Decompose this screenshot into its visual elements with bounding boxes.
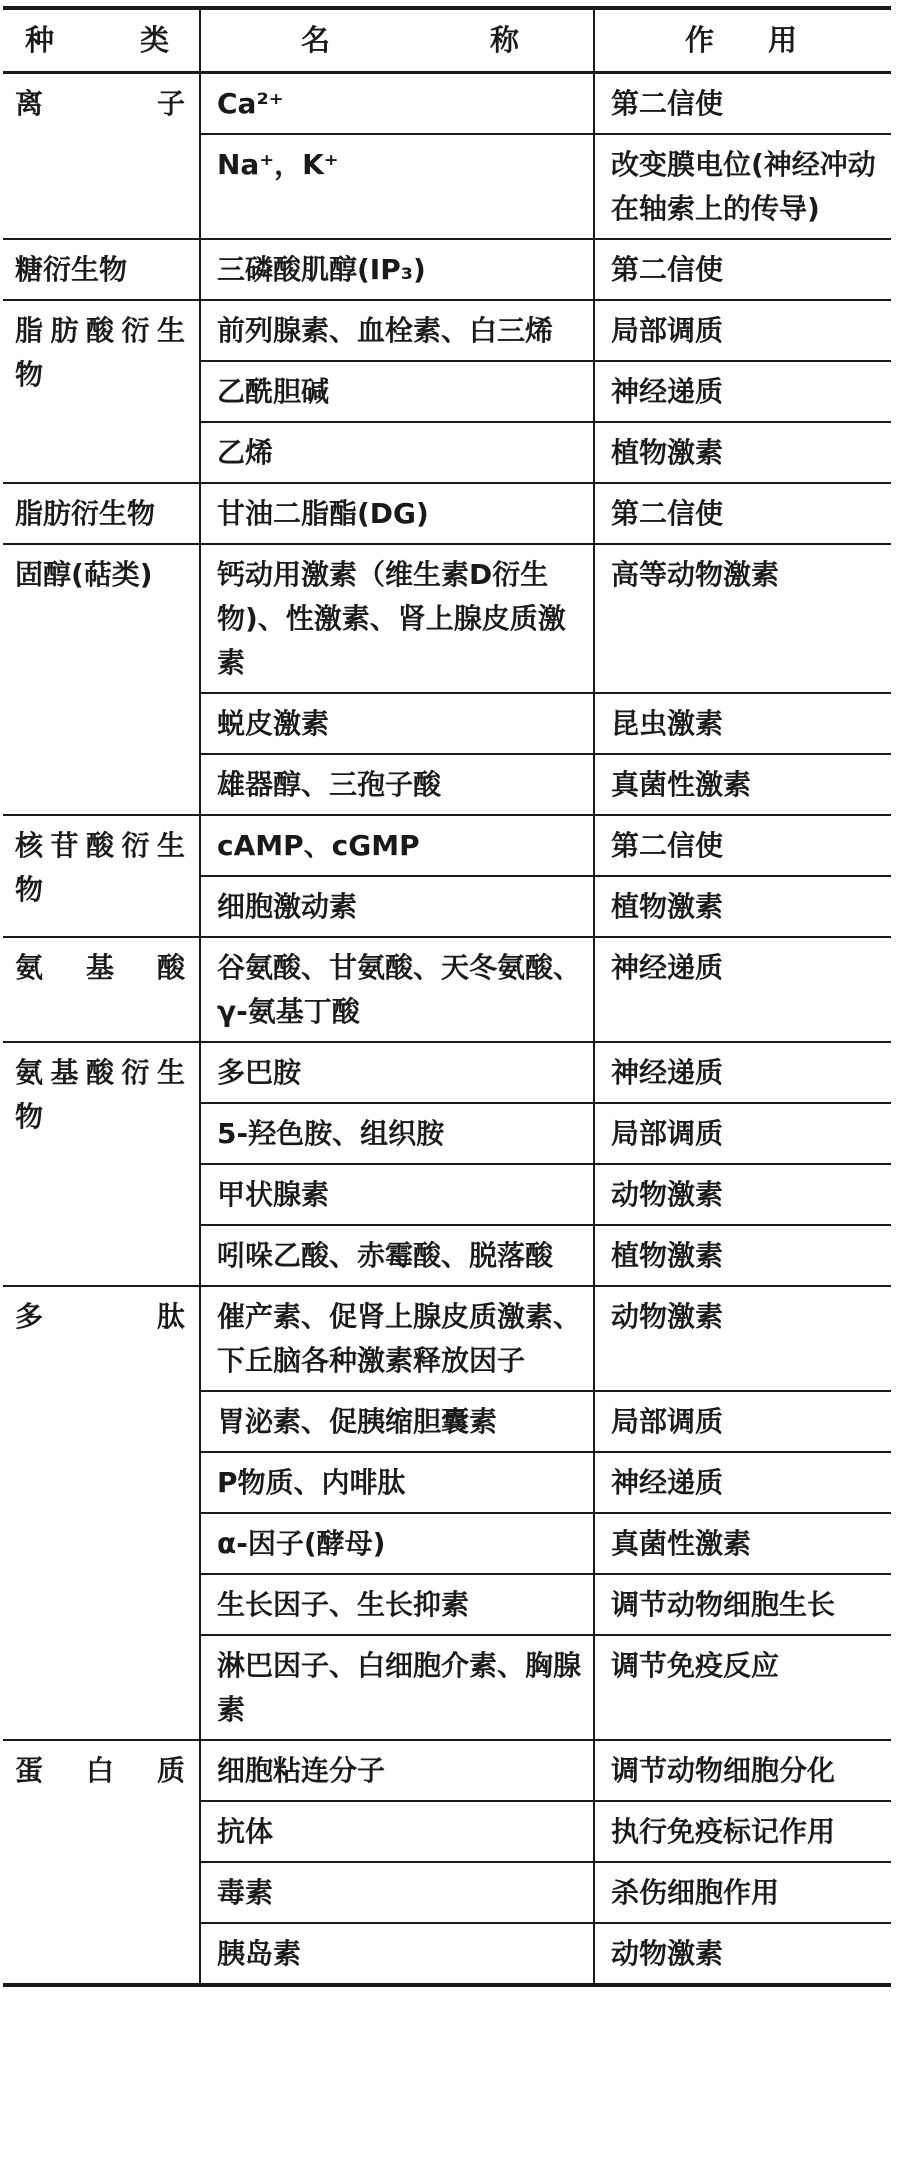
name-cell: 胰岛素: [200, 1923, 594, 1985]
role-cell: 局部调质: [594, 1103, 891, 1164]
role-cell: 第二信使: [594, 72, 891, 134]
role-cell: 植物激素: [594, 422, 891, 483]
role-cell: 神经递质: [594, 1452, 891, 1513]
table-row: [3, 544, 891, 693]
category-cell: 蛋 白 质: [3, 1740, 200, 1985]
role-cell: 动物激素: [594, 1164, 891, 1225]
role-cell: 神经递质: [594, 1042, 891, 1103]
name-cell: 谷氨酸、甘氨酸、天冬氨酸、γ-氨基丁酸: [200, 937, 594, 1042]
name-cell: P物质、内啡肽: [200, 1452, 594, 1513]
category-cell: 氨 基 酸: [3, 937, 200, 1042]
role-cell: 第二信使: [594, 815, 891, 876]
name-cell: cAMP、cGMP: [200, 815, 594, 876]
name-cell: 胃泌素、促胰缩胆囊素: [200, 1391, 594, 1452]
name-cell: 蜕皮激素: [200, 693, 594, 754]
signal-molecule-table: [3, 6, 891, 1987]
name-cell: 淋巴因子、白细胞介素、胸腺素: [200, 1635, 594, 1740]
role-cell: 动物激素: [594, 1923, 891, 1985]
header-row: [3, 8, 891, 72]
name-cell: α-因子(酵母): [200, 1513, 594, 1574]
table-row: [3, 937, 891, 1042]
role-cell: 高等动物激素: [594, 544, 891, 693]
category-cell: 氨基酸衍生 物: [3, 1042, 200, 1286]
table-row: [3, 239, 891, 300]
name-cell: 生长因子、生长抑素: [200, 1574, 594, 1635]
header-role-char-1: 作: [685, 23, 715, 58]
category-cell: 固醇(萜类): [3, 544, 200, 815]
category-cell: 核苷酸衍生 物: [3, 815, 200, 937]
role-cell: 神经递质: [594, 361, 891, 422]
table-row: [3, 72, 891, 134]
role-cell: 调节动物细胞分化: [594, 1740, 891, 1801]
name-cell: 抗体: [200, 1801, 594, 1862]
table-row: [3, 1042, 891, 1103]
category-cell: 脂肪酸衍生 物: [3, 300, 200, 483]
role-cell: 第二信使: [594, 483, 891, 544]
name-cell: 雄器醇、三孢子酸: [200, 754, 594, 815]
role-cell: 动物激素: [594, 1286, 891, 1391]
name-cell: 甲状腺素: [200, 1164, 594, 1225]
header-name: [200, 8, 594, 72]
role-cell: 第二信使: [594, 239, 891, 300]
table-row: [3, 300, 891, 361]
role-cell: 植物激素: [594, 1225, 891, 1286]
category-cell: 糖衍生物: [3, 239, 200, 300]
name-cell: 甘油二脂酯(DG): [200, 483, 594, 544]
role-cell: 执行免疫标记作用: [594, 1801, 891, 1862]
table-row: [3, 1740, 891, 1801]
name-cell: Ca²⁺: [200, 72, 594, 134]
role-cell: 真菌性激素: [594, 754, 891, 815]
role-cell: 神经递质: [594, 937, 891, 1042]
table-row: [3, 815, 891, 876]
role-cell: 局部调质: [594, 300, 891, 361]
name-cell: 钙动用激素（维生素D衍生物)、性激素、肾上腺皮质激素: [200, 544, 594, 693]
name-cell: 乙酰胆碱: [200, 361, 594, 422]
role-cell: 改变膜电位(神经冲动在轴索上的传导): [594, 134, 891, 239]
role-cell: 杀伤细胞作用: [594, 1862, 891, 1923]
category-cell: 脂肪衍生物: [3, 483, 200, 544]
table-row: [3, 483, 891, 544]
header-category: [3, 8, 200, 72]
table-row: [3, 1286, 891, 1391]
table-body: [3, 72, 891, 1985]
name-cell: Na⁺，K⁺: [200, 134, 594, 239]
name-cell: 5-羟色胺、组织胺: [200, 1103, 594, 1164]
role-cell: 局部调质: [594, 1391, 891, 1452]
role-cell: 调节免疫反应: [594, 1635, 891, 1740]
name-cell: 催产素、促肾上腺皮质激素、下丘脑各种激素释放因子: [200, 1286, 594, 1391]
header-role: [594, 8, 891, 72]
header-name-char-1: 名: [301, 23, 331, 58]
name-cell: 吲哚乙酸、赤霉酸、脱落酸: [200, 1225, 594, 1286]
category-cell: 离 子: [3, 72, 200, 239]
role-cell: 真菌性激素: [594, 1513, 891, 1574]
name-cell: 多巴胺: [200, 1042, 594, 1103]
header-name-char-2: 称: [489, 23, 519, 58]
table-header: [3, 8, 891, 72]
role-cell: 调节动物细胞生长: [594, 1574, 891, 1635]
category-cell: 多 肽: [3, 1286, 200, 1740]
name-cell: 细胞粘连分子: [200, 1740, 594, 1801]
name-cell: 乙烯: [200, 422, 594, 483]
header-category-char-2: 类: [139, 23, 169, 58]
header-role-char-2: 用: [767, 23, 797, 58]
role-cell: 植物激素: [594, 876, 891, 937]
name-cell: 三磷酸肌醇(IP₃): [200, 239, 594, 300]
role-cell: 昆虫激素: [594, 693, 891, 754]
name-cell: 毒素: [200, 1862, 594, 1923]
header-category-char-1: 种: [25, 23, 55, 58]
name-cell: 前列腺素、血栓素、白三烯: [200, 300, 594, 361]
name-cell: 细胞激动素: [200, 876, 594, 937]
